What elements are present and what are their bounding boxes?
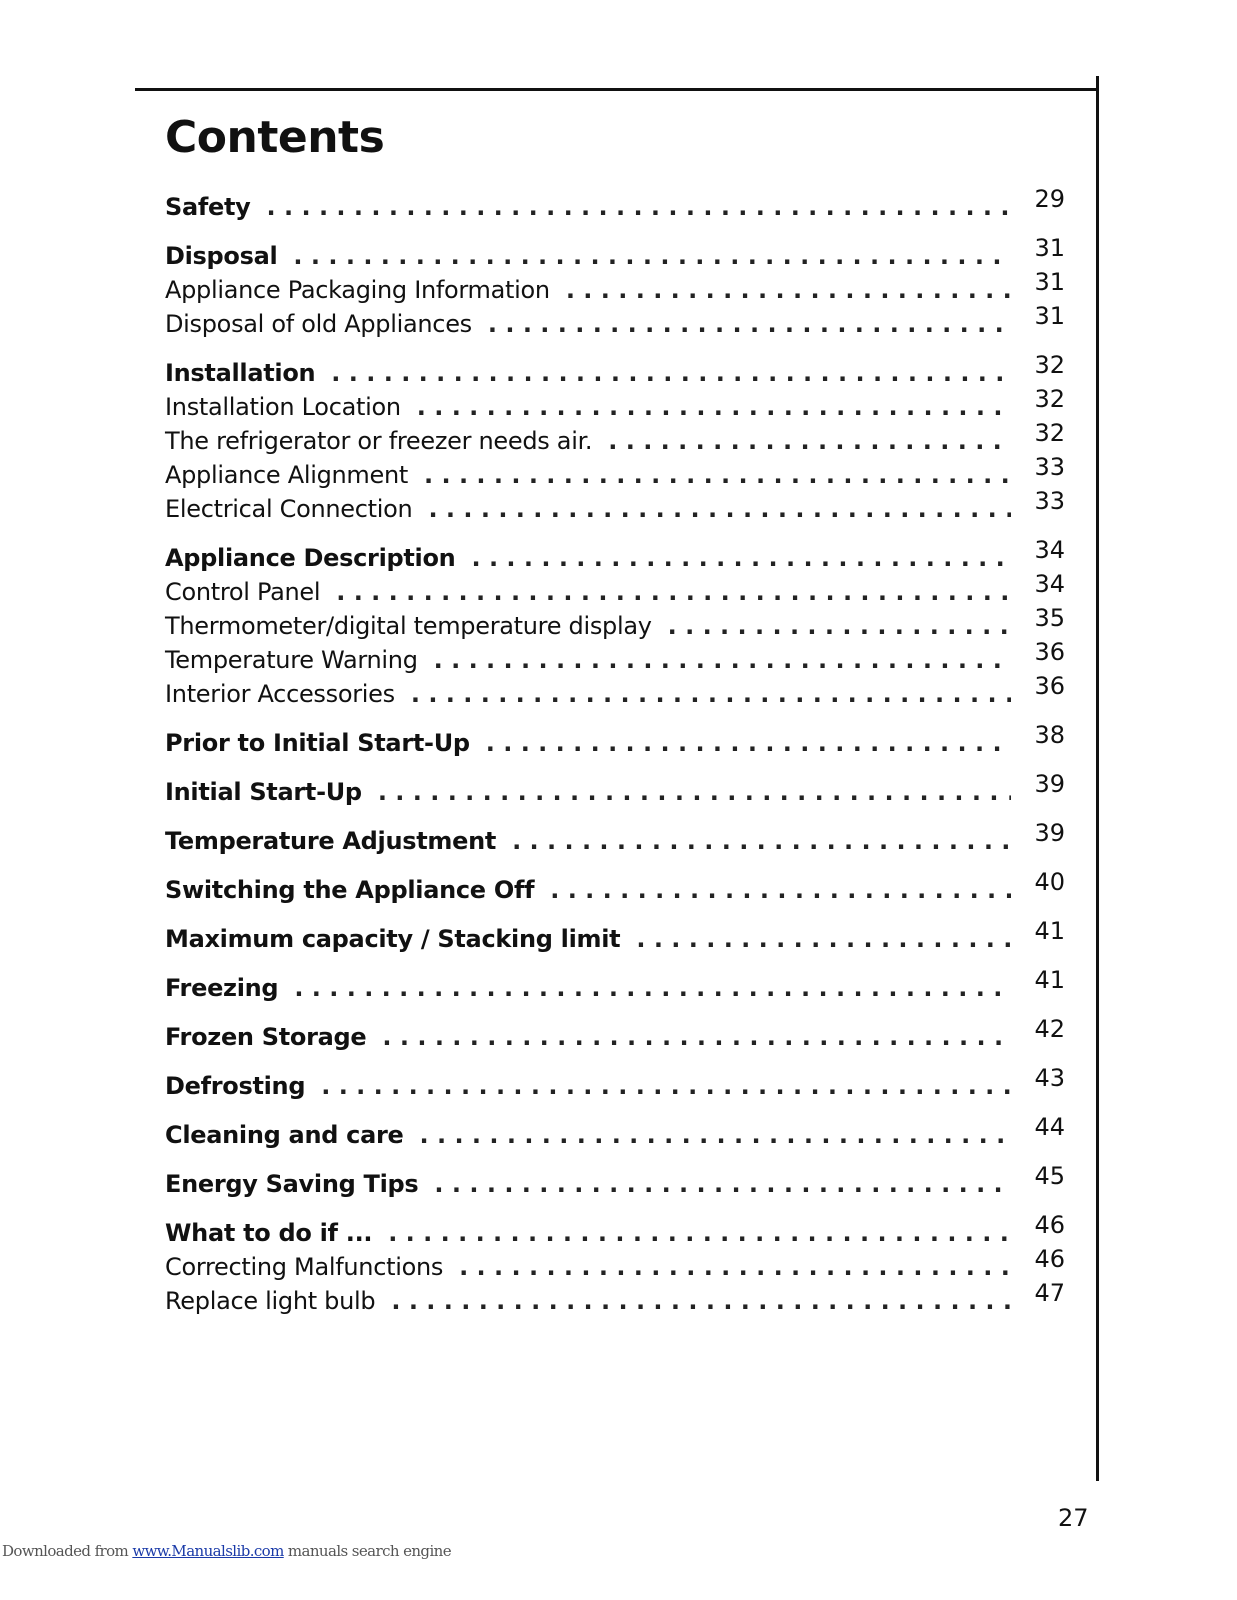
toc-entry[interactable] <box>165 234 1065 273</box>
toc-entry[interactable] <box>165 302 1065 341</box>
toc-entry-page: 41 <box>1034 917 1065 945</box>
toc-entry-label: Appliance Alignment <box>165 461 408 489</box>
footer-link[interactable]: www.Manualslib.com <box>132 1542 284 1560</box>
toc-dot-leader <box>512 824 1011 858</box>
toc-entry-page: 46 <box>1034 1211 1065 1239</box>
toc-entry[interactable] <box>165 385 1065 424</box>
top-rule <box>135 88 1098 91</box>
toc-dot-leader <box>321 1069 1011 1103</box>
toc-entry-page: 31 <box>1034 268 1065 296</box>
page-title: Contents <box>165 112 385 163</box>
toc-entry-label: Appliance Packaging Information <box>165 276 550 304</box>
toc-entry-label: Disposal of old Appliances <box>165 310 472 338</box>
toc-entry[interactable] <box>165 351 1065 390</box>
toc-entry[interactable] <box>165 721 1065 760</box>
toc-entry-page: 34 <box>1034 570 1065 598</box>
toc-entry-label: Energy Saving Tips <box>165 1170 419 1198</box>
toc-entry[interactable] <box>165 966 1065 1005</box>
toc-dot-leader <box>378 775 1011 809</box>
toc-entry[interactable] <box>165 185 1065 224</box>
footer <box>2 1542 451 1560</box>
toc-entry-label: Defrosting <box>165 1072 306 1100</box>
toc-dot-leader <box>391 1284 1011 1318</box>
toc-dot-leader <box>267 190 1011 224</box>
toc-entry[interactable] <box>165 268 1065 307</box>
toc-entry-page: 33 <box>1034 453 1065 481</box>
toc-entry-page: 42 <box>1034 1015 1065 1043</box>
toc-entry-label: Cleaning and care <box>165 1121 404 1149</box>
toc-entry-label: Prior to Initial Start-Up <box>165 729 470 757</box>
toc-entry-page: 45 <box>1034 1162 1065 1190</box>
toc-entry[interactable] <box>165 868 1065 907</box>
toc-entry-page: 38 <box>1034 721 1065 749</box>
toc-dot-leader <box>550 873 1011 907</box>
toc-dot-leader <box>382 1020 1011 1054</box>
toc-entry-label: Freezing <box>165 974 279 1002</box>
footer-suffix: manuals search engine <box>283 1542 451 1560</box>
toc-dot-leader <box>471 541 1011 575</box>
toc-entry-label: Temperature Warning <box>165 646 418 674</box>
toc-entry[interactable] <box>165 1279 1065 1318</box>
toc-entry-label: Switching the Appliance Off <box>165 876 535 904</box>
table-of-contents <box>165 185 1065 1318</box>
toc-entry-label: Frozen Storage <box>165 1023 367 1051</box>
toc-entry-label: Initial Start-Up <box>165 778 362 806</box>
toc-entry-page: 36 <box>1034 638 1065 666</box>
toc-dot-leader <box>388 1216 1011 1250</box>
toc-entry-page: 47 <box>1034 1279 1065 1307</box>
toc-entry-label: Temperature Adjustment <box>165 827 497 855</box>
toc-entry-page: 33 <box>1034 487 1065 515</box>
toc-entry-label: Safety <box>165 193 251 221</box>
toc-entry-label: Maximum capacity / Stacking limit <box>165 925 621 953</box>
toc-entry-label: Control Panel <box>165 578 321 606</box>
toc-dot-leader <box>336 575 1011 609</box>
toc-entry[interactable] <box>165 1245 1065 1284</box>
toc-dot-leader <box>488 307 1011 341</box>
toc-dot-leader <box>459 1250 1011 1284</box>
toc-entry[interactable] <box>165 570 1065 609</box>
toc-entry-page: 29 <box>1034 185 1065 213</box>
toc-entry-label: Appliance Description <box>165 544 456 572</box>
toc-dot-leader <box>636 922 1011 956</box>
toc-entry[interactable] <box>165 453 1065 492</box>
toc-entry[interactable] <box>165 487 1065 526</box>
toc-entry-label: Electrical Connection <box>165 495 413 523</box>
toc-entry-page: 31 <box>1034 302 1065 330</box>
toc-dot-leader <box>608 424 1011 458</box>
toc-entry-label: Thermometer/digital temperature display <box>165 612 652 640</box>
toc-entry-page: 40 <box>1034 868 1065 896</box>
toc-entry-page: 46 <box>1034 1245 1065 1273</box>
toc-entry-label: Correcting Malfunctions <box>165 1253 444 1281</box>
toc-entry-page: 31 <box>1034 234 1065 262</box>
toc-dot-leader <box>668 609 1011 643</box>
toc-dot-leader <box>434 643 1011 677</box>
toc-entry[interactable] <box>165 1015 1065 1054</box>
footer-prefix: Downloaded from <box>2 1542 133 1560</box>
toc-entry-page: 32 <box>1034 385 1065 413</box>
toc-entry-label: Disposal <box>165 242 278 270</box>
toc-entry-page: 39 <box>1034 819 1065 847</box>
toc-entry-page: 44 <box>1034 1113 1065 1141</box>
toc-entry[interactable] <box>165 604 1065 643</box>
toc-dot-leader <box>331 356 1011 390</box>
toc-entry[interactable] <box>165 770 1065 809</box>
toc-dot-leader <box>420 1118 1012 1152</box>
toc-entry-label: Installation Location <box>165 393 401 421</box>
toc-entry[interactable] <box>165 819 1065 858</box>
toc-entry-page: 32 <box>1034 419 1065 447</box>
right-rule <box>1096 76 1099 1481</box>
toc-entry[interactable] <box>165 917 1065 956</box>
toc-entry-label: Installation <box>165 359 316 387</box>
toc-entry-page: 39 <box>1034 770 1065 798</box>
toc-dot-leader <box>428 492 1011 526</box>
toc-entry-page: 36 <box>1034 672 1065 700</box>
toc-entry[interactable] <box>165 1064 1065 1103</box>
toc-entry[interactable] <box>165 1113 1065 1152</box>
toc-dot-leader <box>424 458 1011 492</box>
toc-entry-label: The refrigerator or freezer needs air. <box>165 427 593 455</box>
toc-dot-leader <box>411 677 1011 711</box>
toc-entry[interactable] <box>165 638 1065 677</box>
toc-dot-leader <box>566 273 1011 307</box>
toc-entry[interactable] <box>165 1162 1065 1201</box>
toc-entry-page: 43 <box>1034 1064 1065 1092</box>
toc-entry-page: 35 <box>1034 604 1065 632</box>
toc-entry[interactable] <box>165 672 1065 711</box>
toc-dot-leader <box>417 390 1011 424</box>
toc-entry-label: Interior Accessories <box>165 680 395 708</box>
toc-dot-leader <box>434 1167 1011 1201</box>
toc-entry-page: 32 <box>1034 351 1065 379</box>
toc-dot-leader <box>486 726 1011 760</box>
toc-entry[interactable] <box>165 536 1065 575</box>
toc-entry-label: What to do if ... <box>165 1219 373 1247</box>
toc-entry[interactable] <box>165 419 1065 458</box>
page-number: 27 <box>1058 1504 1089 1532</box>
toc-dot-leader <box>293 239 1011 273</box>
toc-entry-page: 34 <box>1034 536 1065 564</box>
toc-entry-page: 41 <box>1034 966 1065 994</box>
toc-entry[interactable] <box>165 1211 1065 1250</box>
toc-entry-label: Replace light bulb <box>165 1287 376 1315</box>
toc-dot-leader <box>294 971 1011 1005</box>
